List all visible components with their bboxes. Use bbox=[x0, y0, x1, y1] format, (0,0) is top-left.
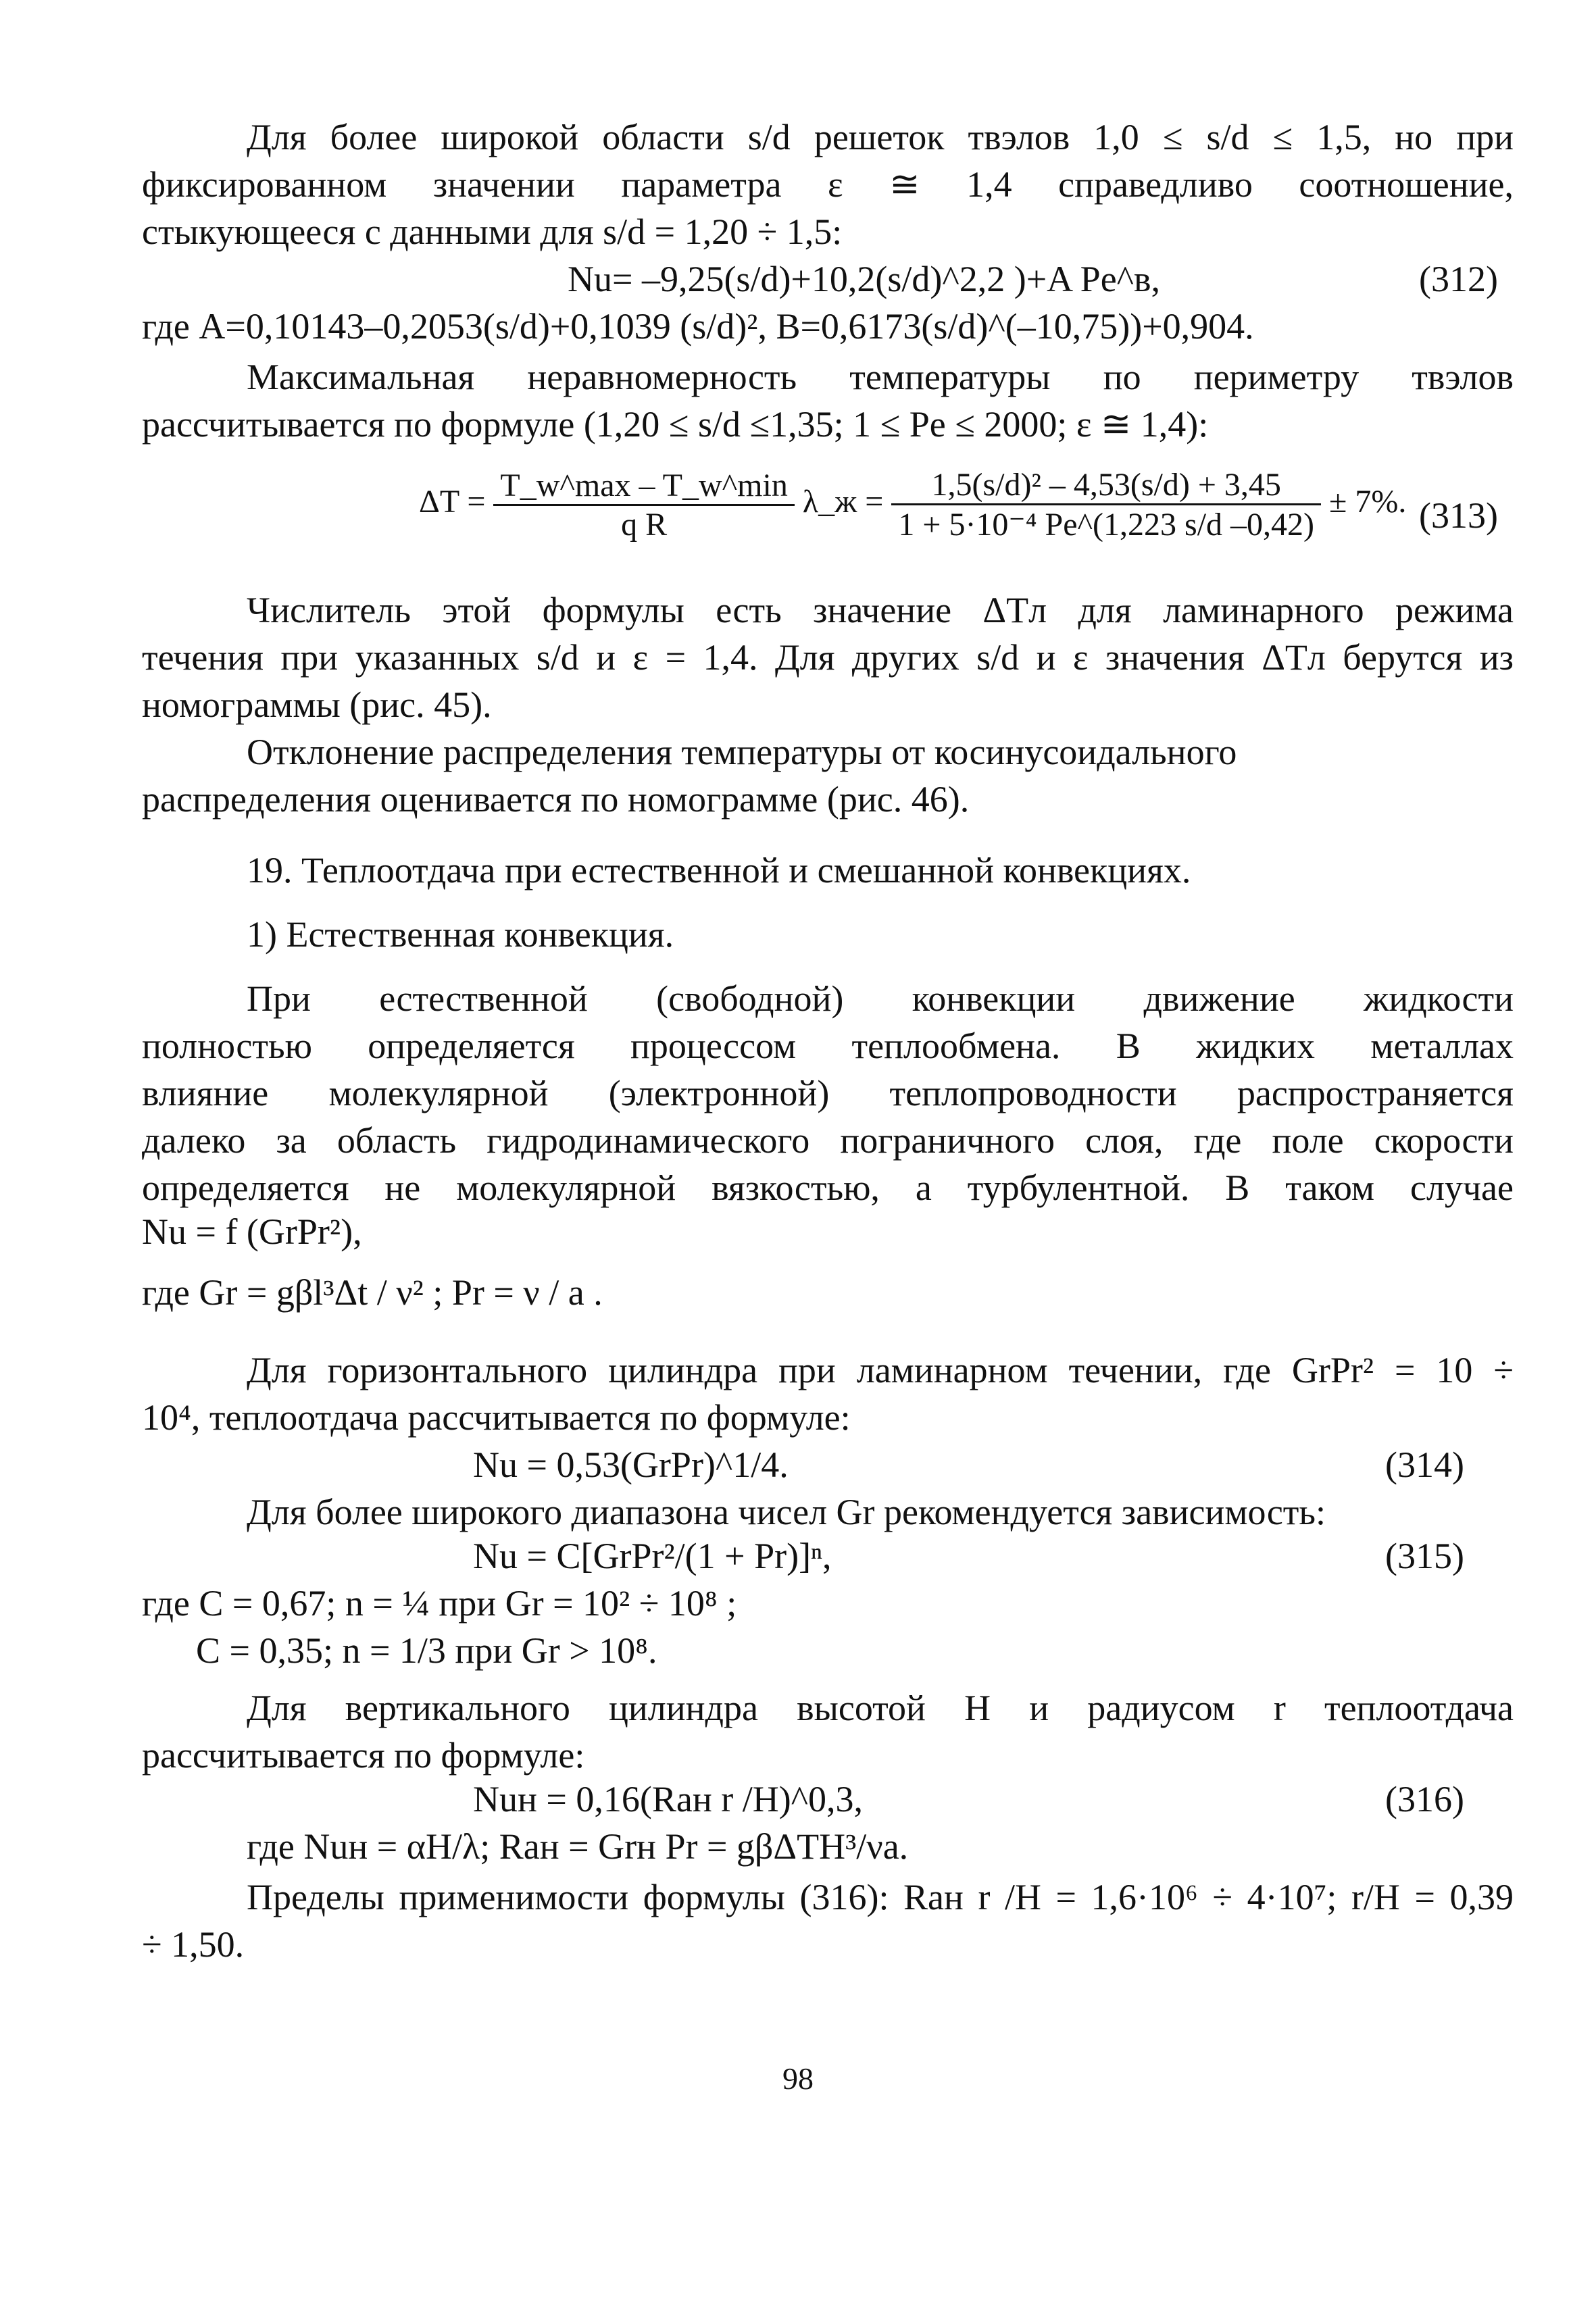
formula-313-lambda: λ_ж = bbox=[802, 484, 884, 520]
p4-line1: Отклонение распределения температуры от косинусоидального bbox=[247, 732, 1237, 772]
p5-line2: полностью определяется процессом теплообмена. В жидких металлах bbox=[142, 1026, 1514, 1066]
p9-line1: Пределы применимости формулы (316): Raн r /H = 1,6·10⁶ ÷ 4·10⁷; r/H = 0,39 bbox=[247, 1877, 1514, 1917]
formula-313-right-fraction bbox=[891, 466, 1321, 543]
p2-line2: рассчитывается по формуле (1,20 ≤ s/d ≤1,35; 1 ≤ Pe ≤ 2000; ε ≅ 1,4): bbox=[142, 404, 1209, 445]
p6-line2: 10⁴, теплоотдача рассчитывается по формуле: bbox=[142, 1397, 851, 1438]
formula-313-left-numerator: T_w^max – T_w^min bbox=[493, 467, 794, 506]
page-number: 98 bbox=[782, 2061, 814, 2096]
p8-line1: Для вертикального цилиндра высотой H и радиусом r теплоотдача bbox=[247, 1688, 1514, 1728]
formula-314-number: (314) bbox=[1385, 1444, 1464, 1485]
formula-315-where-2: C = 0,35; n = 1/3 при Gr > 10⁸. bbox=[196, 1630, 657, 1671]
formula-313 bbox=[419, 466, 1406, 543]
formula-315-number: (315) bbox=[1385, 1536, 1464, 1576]
formula-315: Nu = C[GrPr²/(1 + Pr)]ⁿ, bbox=[473, 1536, 832, 1576]
p5-line6: Nu = f (GrPr²), bbox=[142, 1211, 362, 1252]
formula-316-where: где Nuн = αH/λ; Raн = Grн Pr = gβΔTH³/νa. bbox=[247, 1826, 909, 1867]
formula-312-where: где A=0,10143–0,2053(s/d)+0,1039 (s/d)², B=0,6173(s/d)^(–10,75))+0,904. bbox=[142, 306, 1254, 347]
p2-line1: Максимальная неравномерность температуры по периметру твэлов bbox=[247, 357, 1514, 397]
formula-313-tolerance: ± 7%. bbox=[1329, 484, 1407, 520]
p3-line2: течения при указанных s/d и ε = 1,4. Для других s/d и ε значения ΔTл берутся из bbox=[142, 637, 1514, 678]
p4-line2: распределения оценивается по номограмме (рис. 46). bbox=[142, 779, 970, 820]
formula-313-right-denominator: 1 + 5·10⁻⁴ Pe^(1,223 s/d –0,42) bbox=[898, 507, 1315, 543]
gr-pr-definition: где Gr = gβl³Δt / ν² ; Pr = ν / a . bbox=[142, 1272, 603, 1313]
formula-313-right-numerator: 1,5(s/d)² – 4,53(s/d) + 3,45 bbox=[891, 466, 1321, 505]
p1-line1: Для более широкой области s/d решеток твэлов 1,0 ≤ s/d ≤ 1,5, но при bbox=[247, 117, 1514, 157]
formula-314: Nu = 0,53(GrPr)^1/4. bbox=[473, 1444, 789, 1485]
subsection-1-heading: 1) Естественная конвекция. bbox=[247, 914, 674, 955]
p5-line4: далеко за область гидродинамического пограничного слоя, где поле скорости bbox=[142, 1120, 1514, 1161]
section-19-heading: 19. Теплоотдача при естественной и смешанной конвекциях. bbox=[247, 850, 1191, 890]
p5-line1: При естественной (свободной) конвекции движение жидкости bbox=[247, 978, 1514, 1019]
formula-315-where-1: где C = 0,67; n = ¼ при Gr = 10² ÷ 10⁸ ; bbox=[142, 1583, 737, 1624]
p3-line3: номограммы (рис. 45). bbox=[142, 684, 492, 725]
formula-313-left-fraction bbox=[493, 467, 794, 543]
formula-313-lhs: ΔT = bbox=[419, 484, 486, 520]
p8-line2: рассчитывается по формуле: bbox=[142, 1735, 585, 1776]
formula-313-number: (313) bbox=[1419, 495, 1498, 536]
p5-line3: влияние молекулярной (электронной) теплопроводности распространяется bbox=[142, 1073, 1514, 1113]
formula-316: Nuн = 0,16(Raн r /H)^0,3, bbox=[473, 1779, 864, 1819]
p1-line2: фиксированном значении параметра ε ≅ 1,4 справедливо соотношение, bbox=[142, 164, 1514, 205]
formula-313-left-denominator: q R bbox=[621, 506, 668, 543]
p9-line2: ÷ 1,50. bbox=[142, 1924, 245, 1965]
p5-line5: определяется не молекулярной вязкостью, а турбулентной. В таком случае bbox=[142, 1167, 1514, 1208]
p1-line3: стыкующееся с данными для s/d = 1,20 ÷ 1,5: bbox=[142, 211, 843, 252]
formula-312: Nu= –9,25(s/d)+10,2(s/d)^2,2 )+A Pe^в, bbox=[568, 259, 1160, 299]
formula-312-number: (312) bbox=[1419, 259, 1498, 299]
p6-line1: Для горизонтального цилиндра при ламинарном течении, где GrPr² = 10 ÷ bbox=[247, 1350, 1514, 1390]
p7-line1: Для более широкого диапазона чисел Gr рекомендуется зависимость: bbox=[247, 1492, 1326, 1532]
formula-316-number: (316) bbox=[1385, 1779, 1464, 1819]
p3-line1: Числитель этой формулы есть значение ΔTл для ламинарного режима bbox=[247, 590, 1514, 630]
